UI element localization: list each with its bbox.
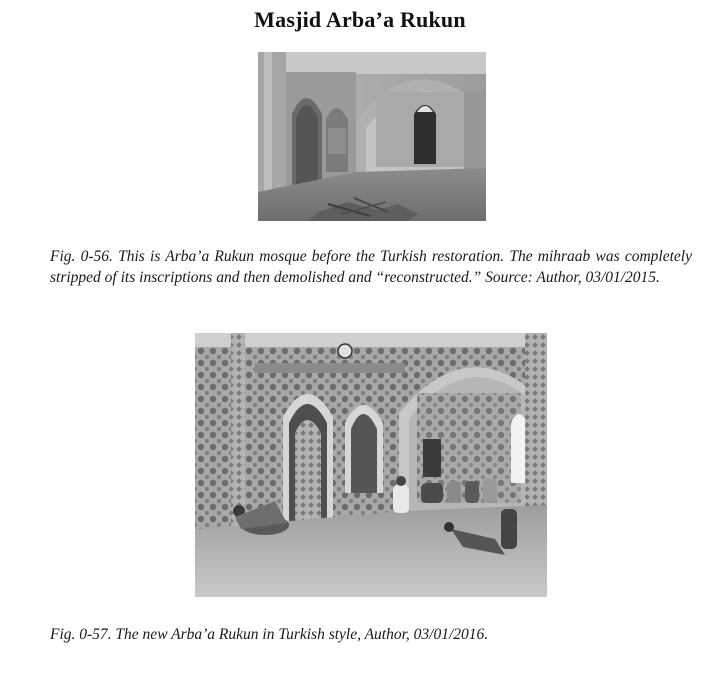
page-title: Masjid Arba’a Rukun — [254, 7, 466, 32]
mosque-before-restoration-image — [258, 52, 486, 221]
figure-1-photo — [258, 52, 486, 221]
figure-1-caption: Fig. 0-56. This is Arba’a Rukun mosque before the Turkish restoration. The mihraab was completely stripped of its inscriptions and then demolished and “reconstructed.” Source: Author, 03/01/2015. — [50, 248, 692, 286]
mosque-after-restoration-image — [195, 333, 547, 597]
figure-2-caption: Fig. 0-57. The new Arba’a Rukun in Turkish style, Author, 03/01/2016. — [50, 626, 489, 643]
figure-2-photo — [195, 333, 547, 597]
